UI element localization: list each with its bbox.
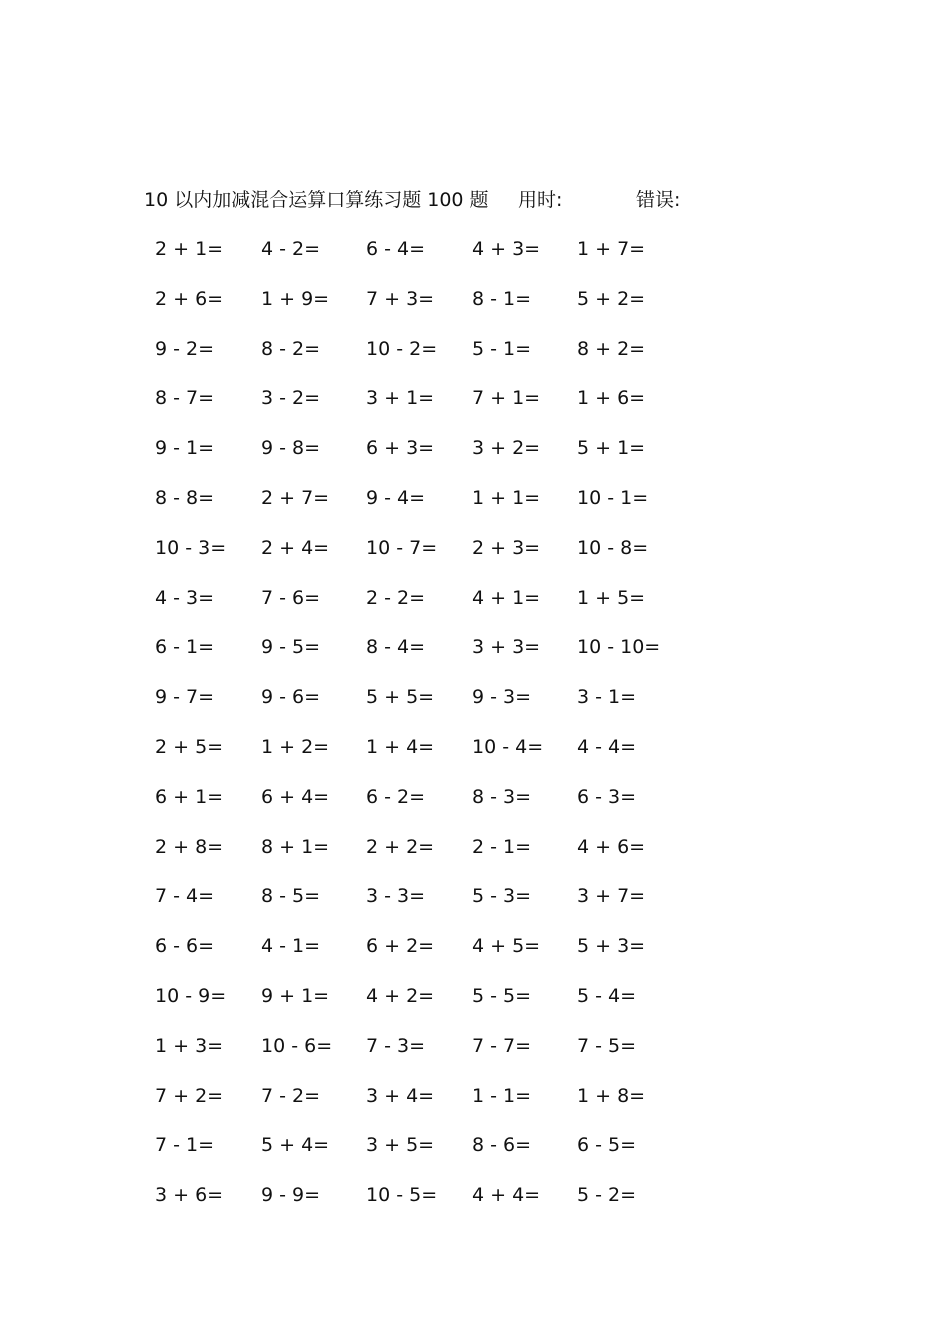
math-problem: 2 + 5= [155, 735, 224, 758]
problem-row [0, 532, 950, 582]
math-problem: 5 + 4= [261, 1134, 330, 1157]
math-problem: 9 - 4= [366, 486, 426, 509]
math-problem: 8 + 2= [577, 337, 646, 360]
math-problem: 6 + 2= [366, 935, 435, 958]
math-problem: 6 + 1= [155, 785, 224, 808]
math-problem: 3 + 3= [472, 636, 541, 659]
math-problem: 1 + 2= [261, 735, 330, 758]
math-problem: 10 - 7= [366, 536, 438, 559]
math-problem: 1 - 1= [472, 1084, 532, 1107]
problem-row [0, 631, 950, 681]
error-count-label: 错误: [636, 189, 681, 211]
math-problem: 5 + 1= [577, 437, 646, 460]
math-problem: 3 - 2= [261, 387, 321, 410]
math-problem: 7 - 6= [261, 586, 321, 609]
math-problem: 5 - 1= [472, 337, 532, 360]
problem-row [0, 432, 950, 482]
math-problem: 9 - 9= [261, 1184, 321, 1207]
math-problem: 2 - 1= [472, 835, 532, 858]
math-problem: 4 + 3= [472, 238, 541, 260]
problem-row [0, 681, 950, 731]
problem-row [0, 781, 950, 831]
problem-grid [0, 233, 950, 1229]
math-problem: 3 - 3= [366, 885, 426, 908]
math-problem: 2 + 2= [366, 835, 435, 858]
problem-row [0, 731, 950, 781]
math-problem: 10 - 4= [472, 735, 544, 758]
math-problem: 6 + 4= [261, 785, 330, 808]
math-problem: 10 - 9= [155, 984, 227, 1007]
math-problem: 2 + 3= [472, 536, 541, 559]
math-problem: 7 - 2= [261, 1084, 321, 1107]
math-problem: 5 - 5= [472, 984, 532, 1007]
problem-row [0, 382, 950, 432]
math-problem: 9 + 1= [261, 984, 330, 1007]
math-problem: 9 - 6= [261, 686, 321, 709]
math-problem: 10 - 5= [366, 1184, 438, 1207]
math-problem: 10 - 1= [577, 486, 649, 509]
math-problem: 7 - 3= [366, 1034, 426, 1057]
math-problem: 8 - 3= [472, 785, 532, 808]
math-problem: 6 - 6= [155, 935, 215, 958]
math-problem: 2 - 2= [366, 586, 426, 609]
math-problem: 6 - 2= [366, 785, 426, 808]
math-problem: 8 - 2= [261, 337, 321, 360]
math-problem: 5 + 5= [366, 686, 435, 709]
math-problem: 9 - 5= [261, 636, 321, 659]
math-problem: 3 + 6= [155, 1184, 224, 1207]
problem-row [0, 930, 950, 980]
math-problem: 10 - 10= [577, 636, 661, 659]
math-problem: 4 - 2= [261, 238, 321, 260]
math-problem: 5 - 2= [577, 1184, 637, 1207]
math-problem: 2 + 1= [155, 238, 224, 260]
problem-row [0, 880, 950, 930]
problem-row [0, 1030, 950, 1080]
problem-row [0, 333, 950, 383]
math-problem: 9 - 1= [155, 437, 215, 460]
math-problem: 3 + 1= [366, 387, 435, 410]
problem-row [0, 1080, 950, 1130]
math-problem: 1 + 1= [472, 486, 541, 509]
math-problem: 3 + 5= [366, 1134, 435, 1157]
math-problem: 3 + 4= [366, 1084, 435, 1107]
math-problem: 4 + 2= [366, 984, 435, 1007]
math-problem: 4 + 5= [472, 935, 541, 958]
math-problem: 7 + 3= [366, 287, 435, 310]
math-problem: 8 - 4= [366, 636, 426, 659]
math-problem: 4 - 3= [155, 586, 215, 609]
math-problem: 3 - 1= [577, 686, 637, 709]
math-problem: 8 - 6= [472, 1134, 532, 1157]
math-problem: 8 - 8= [155, 486, 215, 509]
math-problem: 10 - 8= [577, 536, 649, 559]
math-problem: 4 - 1= [261, 935, 321, 958]
math-problem: 1 + 7= [577, 238, 646, 260]
worksheet-title: 10 以内加减混合运算口算练习题 100 题 [144, 189, 489, 211]
math-problem: 8 - 1= [472, 287, 532, 310]
math-problem: 6 + 3= [366, 437, 435, 460]
problem-row [0, 582, 950, 632]
math-problem: 8 + 1= [261, 835, 330, 858]
math-problem: 4 + 4= [472, 1184, 541, 1207]
math-problem: 1 + 5= [577, 586, 646, 609]
math-problem: 3 + 7= [577, 885, 646, 908]
math-problem: 3 + 2= [472, 437, 541, 460]
math-problem: 6 - 4= [366, 238, 426, 260]
time-used-label: 用时: [518, 189, 563, 211]
math-problem: 4 + 1= [472, 586, 541, 609]
math-problem: 1 + 8= [577, 1084, 646, 1107]
math-problem: 1 + 6= [577, 387, 646, 410]
math-problem: 4 + 6= [577, 835, 646, 858]
math-problem: 7 - 4= [155, 885, 215, 908]
math-problem: 1 + 4= [366, 735, 435, 758]
math-problem: 7 - 7= [472, 1034, 532, 1057]
math-problem: 6 - 1= [155, 636, 215, 659]
math-problem: 7 - 5= [577, 1034, 637, 1057]
math-problem: 5 + 2= [577, 287, 646, 310]
math-problem: 10 - 2= [366, 337, 438, 360]
math-problem: 7 + 1= [472, 387, 541, 410]
problem-row [0, 1129, 950, 1179]
problem-row [0, 980, 950, 1030]
math-problem: 8 - 5= [261, 885, 321, 908]
math-problem: 2 + 8= [155, 835, 224, 858]
math-problem: 5 + 3= [577, 935, 646, 958]
math-problem: 2 + 4= [261, 536, 330, 559]
math-problem: 2 + 6= [155, 287, 224, 310]
problem-row [0, 482, 950, 532]
math-problem: 8 - 7= [155, 387, 215, 410]
math-problem: 1 + 9= [261, 287, 330, 310]
math-problem: 6 - 3= [577, 785, 637, 808]
problem-row [0, 233, 950, 283]
math-problem: 10 - 6= [261, 1034, 333, 1057]
math-problem: 5 - 4= [577, 984, 637, 1007]
math-problem: 9 - 3= [472, 686, 532, 709]
problem-row [0, 283, 950, 333]
math-problem: 1 + 3= [155, 1034, 224, 1057]
problem-row [0, 831, 950, 881]
math-problem: 4 - 4= [577, 735, 637, 758]
math-problem: 10 - 3= [155, 536, 227, 559]
math-problem: 9 - 2= [155, 337, 215, 360]
math-problem: 6 - 5= [577, 1134, 637, 1157]
math-problem: 2 + 7= [261, 486, 330, 509]
math-problem: 9 - 7= [155, 686, 215, 709]
math-problem: 7 + 2= [155, 1084, 224, 1107]
problem-row [0, 1179, 950, 1229]
math-problem: 7 - 1= [155, 1134, 215, 1157]
math-problem: 9 - 8= [261, 437, 321, 460]
math-problem: 5 - 3= [472, 885, 532, 908]
